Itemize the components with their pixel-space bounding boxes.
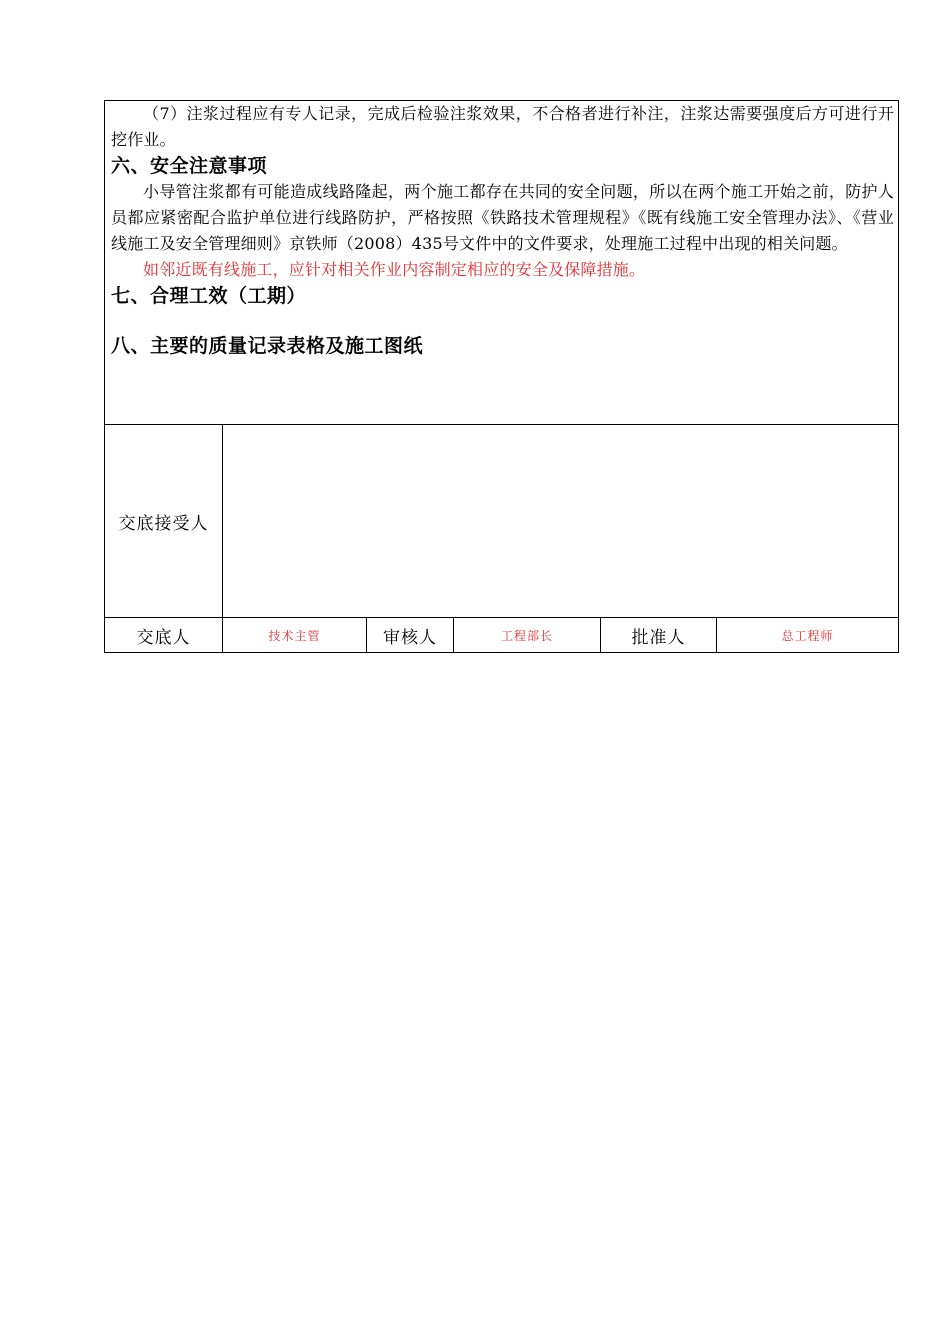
section-8-heading: 八、主要的质量记录表格及施工图纸 — [111, 335, 424, 357]
presenter-label: 交底人 — [105, 618, 223, 653]
receiver-label: 交底接受人 — [105, 425, 223, 618]
content-cell — [105, 101, 899, 425]
section-6-note: 如邻近既有线施工，应针对相关作业内容制定相应的安全及保障措施。 — [143, 260, 646, 279]
content-row — [105, 101, 899, 425]
approver-label: 批准人 — [601, 618, 717, 653]
section-7-heading: 七、合理工效（工期） — [111, 285, 307, 307]
presenter-value[interactable]: 技术主管 — [223, 618, 367, 653]
section-6-body: 小导管注浆都有可能造成线路隆起，两个施工都存在共同的安全问题，所以在两个施工开始之前，防护人员都应紧密配合监护单位进行线路防护，严格按照《铁路技术管理规程》《既有线施工安全管理办法》、《营业线施工及安全管理细则》京铁师（2008）435号文件中的文件要求，处理施工过程中出现的相关问题。 — [111, 182, 895, 253]
disclosure-table — [104, 100, 899, 653]
section-6-heading: 六、安全注意事项 — [111, 155, 268, 177]
reviewer-value[interactable]: 工程部长 — [454, 618, 601, 653]
signature-row — [105, 618, 899, 653]
reviewer-label: 审核人 — [367, 618, 454, 653]
receiver-row — [105, 425, 899, 618]
item-7-text: （7）注浆过程应有专人记录，完成后检验注浆效果，不合格者进行补注，注浆达需要强度后方可进行开挖作业。 — [111, 104, 895, 149]
receiver-signature-field[interactable] — [223, 425, 899, 618]
approver-value[interactable]: 总工程师 — [717, 618, 899, 653]
